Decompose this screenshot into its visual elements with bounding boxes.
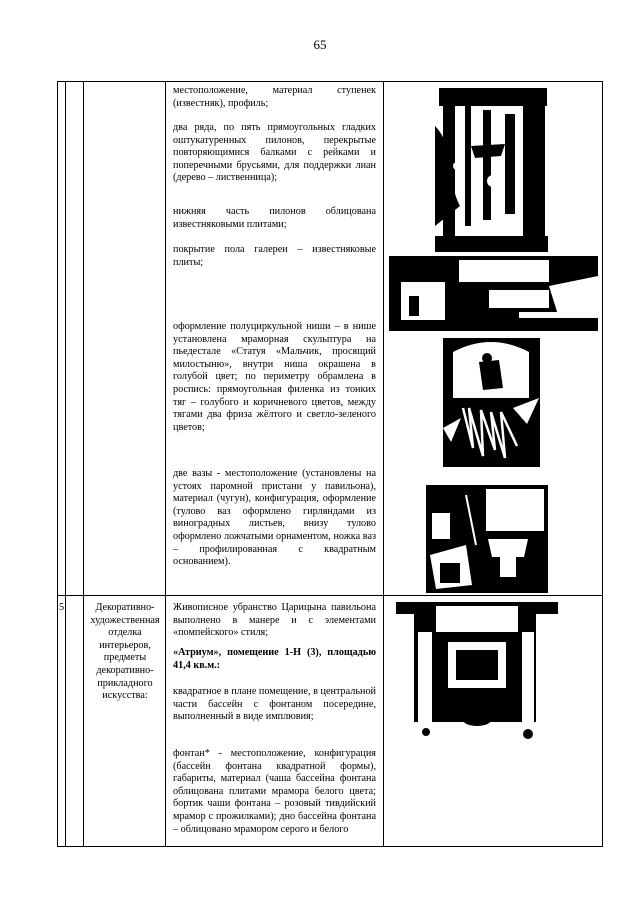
row-divider (58, 595, 602, 596)
row1-paragraph: нижняя часть пилонов облицована известняковыми плитами; (173, 206, 376, 230)
row2-paragraph: Живописное убранство Царицына павильона выполнено в манере и с элементами «помпейского» стиля; (173, 602, 376, 639)
column-divider (83, 82, 84, 846)
row2-subject: Декоративно-художественная отделка интерьеров, предметы декоративно-прикладного искусства: (90, 602, 160, 702)
gallery-pergola-photo (435, 86, 548, 252)
page-number: 65 (313, 37, 327, 52)
column-divider (383, 82, 384, 846)
niche-statue-photo (443, 338, 540, 467)
atrium-photo (396, 602, 558, 747)
row2-paragraph: фонтан* - местоположение, конфигурация (бассейн фонтана квадратной формы), габариты, материал (чаша бассейна фонтана облицована плитами мрамора белого цвета; бортик чаши фонтана – розовый тивдийский мрамор с прожилками); дно бассейна фонтана – облицовано мрамором серого и белого (173, 748, 376, 835)
row2-room-heading: «Атриум», помещение 1-Н (3), площадью 41,4 кв.м.: (173, 647, 376, 671)
cast-iron-vase-photo (426, 485, 548, 593)
row1-paragraph: местоположение, материал ступенек (известняк), профиль; (173, 85, 376, 109)
heritage-table (57, 81, 603, 847)
row1-paragraph: два ряда, по пять прямоугольных гладких оштукатуренных пилонов, перекрытые повторяющимися балками с рейками и поперечными брусьями, для поддержки лиан (дерево – лиственница); (173, 122, 376, 184)
row-number: 5 (58, 602, 65, 613)
row2-paragraph: квадратное в плане помещение, в центральной части бассейн с фонтаном посередине, выполненный в виде имплювия; (173, 686, 376, 723)
row1-paragraph: две вазы - местоположение (установлены на устоях паромной пристани у павильона), материал (чугун), конфигурация, оформление (тулово ваз оформлено гирляндами из виноградных листьев, внизу тулово оформлено ложчатыми орнаментом, ножка ваз – профилированная с квадратным основанием). (173, 468, 376, 568)
row1-paragraph: покрытие пола галереи – известняковые плиты; (173, 244, 376, 268)
column-divider (165, 82, 166, 846)
row1-paragraph: оформление полуциркульной ниши – в нише установлена мраморная скульптура на пьедестале «Статуя «Мальчик, просящий милостыню», внутри ниша окрашена в голубой цвет; по периметру обрамлена в роспись: прямоугольная филенка из тонких тяг – голубого и коричневого цветов, между тягами два фриза жёлтого и светло-зеленого цветов; (173, 321, 376, 433)
column-divider (65, 82, 66, 846)
gallery-floor-photo (389, 256, 598, 331)
